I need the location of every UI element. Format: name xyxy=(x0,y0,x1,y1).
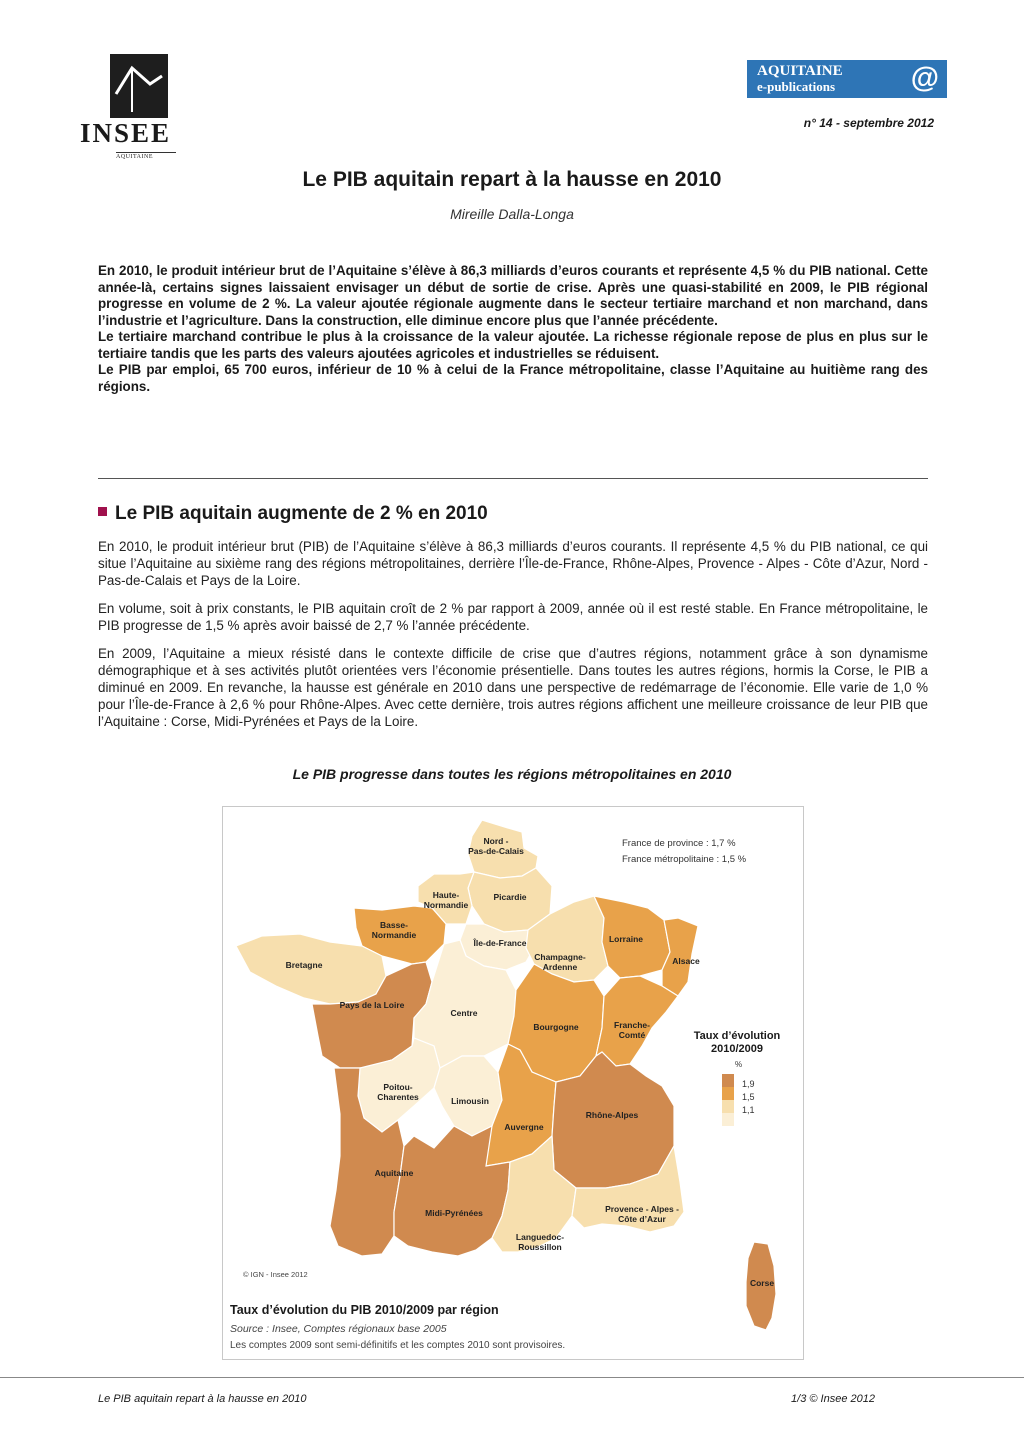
region-label: Poitou- xyxy=(383,1082,413,1092)
section-title: Le PIB aquitain augmente de 2 % en 2010 xyxy=(115,503,488,524)
region-label: Aquitaine xyxy=(374,1168,414,1178)
footer-title: Le PIB aquitain repart à la hausse en 2010 xyxy=(98,1393,307,1405)
region-label: Alsace xyxy=(672,956,700,966)
region-label: Charentes xyxy=(377,1092,419,1102)
issue-number: n° 14 - septembre 2012 xyxy=(803,116,934,130)
region-label: Normandie xyxy=(423,900,469,910)
aquitaine-epublications-badge xyxy=(747,60,947,98)
section-heading xyxy=(98,503,928,525)
region-label: Pays de la Loire xyxy=(339,1000,405,1010)
region-label: Auvergne xyxy=(504,1122,544,1132)
brand-line-1: AQUITAINE xyxy=(757,63,843,79)
legend-label: 1,9 xyxy=(742,1079,755,1089)
map-copyright: © IGN - Insee 2012 xyxy=(243,1270,308,1279)
region-label: Côte d’Azur xyxy=(618,1214,666,1224)
region-label: Rhône-Alpes xyxy=(585,1110,639,1120)
page-title: Le PIB aquitain repart à la hausse en 2010 xyxy=(302,168,722,191)
france-region-map xyxy=(222,806,802,1358)
region-label: Nord - xyxy=(483,836,509,846)
region-label: Normandie xyxy=(371,930,417,940)
author: Mireille Dalla-Longa xyxy=(450,206,574,222)
region-label: Limousin xyxy=(451,1096,489,1106)
region-label: Champagne- xyxy=(534,952,586,962)
map-note: France métropolitaine : 1,5 % xyxy=(622,854,747,865)
abstract-paragraph: Le tertiaire marchand contribue le plus à la croissance de la valeur ajoutée. La richesse régionale repose de plus en plus sur le tertiaire tandis que les parts des valeurs ajoutées agricoles et industrielles se réduisent. xyxy=(98,329,928,361)
region-label: Provence - Alpes - xyxy=(605,1204,679,1214)
insee-logo-emblem xyxy=(110,54,168,118)
map-legend xyxy=(722,1074,755,1126)
brand-line-2: e-publications xyxy=(757,79,836,94)
region-label: Comté xyxy=(618,1030,646,1040)
map-source: Source : Insee, Comptes régionaux base 2005 xyxy=(230,1323,447,1335)
abstract xyxy=(98,263,928,395)
abstract-paragraph: En 2010, le produit intérieur brut de l’Aquitaine s’élève à 86,3 milliards d’euros courants et représente 4,5 % du PIB national. Cette année-là, certains signes laissaient envisager un début de sortie de crise. Après une quasi-stabilité en 2009, le PIB régional progresse en volume de 2 %. La valeur ajoutée régionale augmente dans le secteur tertiaire marchand et non marchand, dans l’industrie et l’agriculture. Dans la construction, elle diminue encore plus que l’année précédente. xyxy=(98,263,928,328)
region-label: Lorraine xyxy=(608,934,644,944)
legend-swatch xyxy=(722,1100,734,1113)
legend-label: 1,1 xyxy=(742,1105,755,1115)
square-bullet-icon xyxy=(98,507,107,516)
insee-logo-subtext: AQUITAINE xyxy=(116,152,176,160)
divider xyxy=(98,478,928,479)
region-label: Bourgogne xyxy=(533,1022,579,1032)
region-label: Picardie xyxy=(493,892,527,902)
body-paragraph: En 2009, l’Aquitaine a mieux résisté dans le contexte difficile de crise que d’autres régions, notamment grâce à son dynamisme démographique et à ses activités plutôt orientées vers l’économie présentielle. Dans toutes les autres régions, hormis la Corse, le PIB a diminué en 2009. En revanche, la hausse est générale en 2010 dans une perspective de redémarrage de l’économie. Elle varie de 1,0 % pour l’Île-de-France à 2,6 % pour Rhône-Alpes. Avec cette dernière, trois autres régions affichent une meilleure croissance de leur PIB que l’Aquitaine : Corse, Midi-Pyrénées et Pays de la Loire. xyxy=(98,646,928,729)
region-label: Pas-de-Calais xyxy=(468,846,524,856)
region-label: Bretagne xyxy=(285,960,323,970)
map-title: Taux d’évolution du PIB 2010/2009 par région xyxy=(230,1303,499,1317)
footer-divider xyxy=(0,1377,1024,1378)
logo-emblem-icon xyxy=(110,54,168,118)
region-label: Franche- xyxy=(614,1020,650,1030)
body-paragraph: En volume, soit à prix constants, le PIB aquitain croît de 2 % par rapport à 2009, année où il est resté stable. En France métropolitaine, le PIB progresse de 1,5 % après avoir baissé de 2,7 % l’année précédente. xyxy=(98,601,928,633)
legend-unit: % xyxy=(735,1060,743,1069)
footer-page-info: 1/3 © Insee 2012 xyxy=(791,1393,875,1405)
legend-swatch xyxy=(722,1074,734,1087)
region-label: Ardenne xyxy=(542,962,578,972)
legend-swatch xyxy=(722,1087,734,1100)
insee-logo-text: INSEE xyxy=(80,118,172,148)
region-label: Centre xyxy=(450,1008,478,1018)
body-paragraph: En 2010, le produit intérieur brut (PIB) de l’Aquitaine s’élève à 86,3 milliards d’euros courants. Il représente 4,5 % du PIB national, ce qui situe l’Aquitaine au sixième rang des régions métropolitaines, derrière l’Île-de-France, Rhône-Alpes, Provence - Alpes - Côte d’Azur, Nord - Pas-de-Calais et Pays de la Loire. xyxy=(98,539,928,588)
region-label: Roussillon xyxy=(518,1242,562,1252)
map-notes xyxy=(622,836,746,868)
body-text xyxy=(98,538,928,741)
map-note-footer: Les comptes 2009 sont semi-définitifs et les comptes 2010 sont provisoires. xyxy=(230,1340,566,1351)
region-label: Île-de-France xyxy=(473,938,527,948)
region-label: Midi-Pyrénées xyxy=(425,1208,483,1218)
legend-row xyxy=(722,1074,755,1087)
figure-caption: Le PIB progresse dans toutes les régions métropolitaines en 2010 xyxy=(292,766,732,782)
region-label: Languedoc- xyxy=(515,1232,565,1242)
region-label: Haute- xyxy=(432,890,460,900)
legend-label: 1,5 xyxy=(742,1092,755,1102)
region-label: Basse- xyxy=(380,920,408,930)
legend-title: Taux d’évolution 2010/2009 xyxy=(693,1030,781,1055)
region-label: Corse xyxy=(749,1278,775,1288)
map-note: France de province : 1,7 % xyxy=(622,838,736,849)
at-sign-icon: @ xyxy=(910,62,939,94)
legend-swatch xyxy=(722,1113,734,1126)
abstract-paragraph: Le PIB par emploi, 65 700 euros, inférieur de 10 % à celui de la France métropolitaine, classe l’Aquitaine au huitième rang des régions. xyxy=(98,362,928,394)
